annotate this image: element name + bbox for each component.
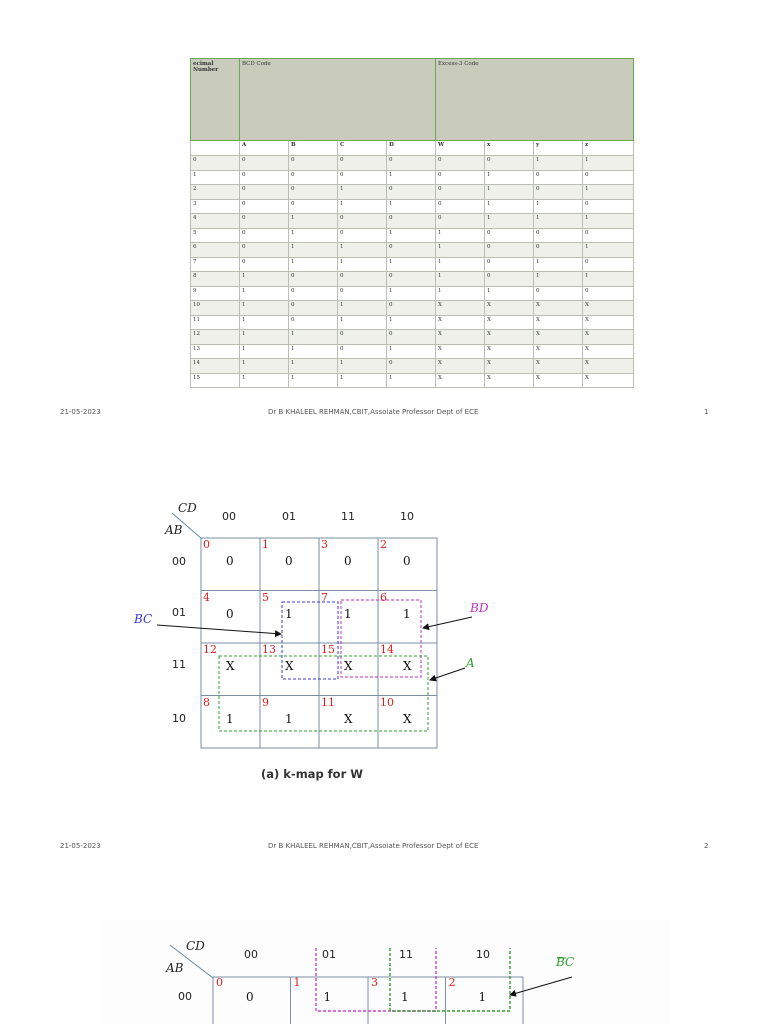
- kmap-w-row-header: 11: [172, 658, 186, 671]
- table-cell: 0: [240, 214, 289, 229]
- table-cell: 0: [436, 170, 485, 185]
- table-cell: 1: [387, 199, 436, 214]
- group-label-bc: BC: [134, 612, 153, 626]
- kmap-w-cell-number: 15: [321, 643, 335, 656]
- kmap-x-cell-number: 2: [448, 976, 456, 989]
- table-cell: X: [534, 344, 583, 359]
- row-decimal: 8: [191, 272, 240, 287]
- kmap-w-col-header: 10: [400, 510, 414, 523]
- table-cell: 1: [583, 214, 634, 229]
- table-cell: 1: [289, 214, 338, 229]
- table-cell: X: [485, 344, 534, 359]
- table-cell: 1: [338, 301, 387, 316]
- kmap-x-cell-number: 3: [371, 976, 378, 989]
- table-cell: X: [583, 301, 634, 316]
- column-header: z: [583, 141, 634, 156]
- column-header: C: [338, 141, 387, 156]
- kmap-x-row-var: AB: [166, 961, 184, 975]
- table-cell: 0: [485, 257, 534, 272]
- table-cell: 1: [289, 243, 338, 258]
- table-cell: 1: [289, 330, 338, 345]
- table-cell: 0: [534, 243, 583, 258]
- group-label-bc-bar: BC: [556, 955, 575, 969]
- kmap-w-cell-value: 1: [226, 711, 234, 726]
- table-cell: 0: [583, 228, 634, 243]
- header-decimal: ecimal Number: [191, 59, 240, 141]
- table-cell: 1: [387, 344, 436, 359]
- footer-page-number: 1: [704, 408, 709, 416]
- table-cell: 1: [240, 301, 289, 316]
- table-cell: 0: [534, 170, 583, 185]
- table-cell: 0: [338, 272, 387, 287]
- table-cell: 1: [436, 286, 485, 301]
- table-cell: 1: [240, 344, 289, 359]
- kmap-w-cell-number: 10: [380, 695, 394, 709]
- table-cell: X: [485, 373, 534, 388]
- kmap-w-cell-value: X: [344, 659, 353, 673]
- group-label-bd: BD: [470, 601, 489, 615]
- table-cell: 1: [289, 359, 338, 374]
- table-cell: X: [436, 373, 485, 388]
- table-cell: X: [534, 301, 583, 316]
- table-cell: 0: [387, 272, 436, 287]
- table-cell: X: [436, 359, 485, 374]
- kmap-x-cell-value: 1: [478, 990, 487, 1004]
- kmap-w-cell-value: 0: [403, 554, 411, 568]
- table-cell: 0: [436, 199, 485, 214]
- table-cell: 1: [436, 272, 485, 287]
- table-cell: X: [534, 373, 583, 388]
- row-decimal: 10: [191, 301, 240, 316]
- table-cell: 1: [387, 315, 436, 330]
- table-cell: 0: [436, 156, 485, 171]
- kmap-x-col-header: 10: [476, 948, 490, 961]
- table-cell: 1: [583, 156, 634, 171]
- kmap-x-grid: [213, 977, 523, 1024]
- table-cell: 1: [240, 272, 289, 287]
- kmap-w-caption: (a) k-map for W: [261, 767, 363, 781]
- kmap-x-row-header: 00: [178, 990, 192, 1003]
- kmap-w-cell-number: 7: [321, 590, 328, 604]
- row-decimal: 12: [191, 330, 240, 345]
- table-cell: X: [583, 315, 634, 330]
- row-decimal: 9: [191, 286, 240, 301]
- table-cell: X: [534, 359, 583, 374]
- kmap-w-cell-number: 3: [321, 538, 328, 551]
- table-cell: 0: [485, 156, 534, 171]
- table-cell: 0: [534, 185, 583, 200]
- kmap-w-cell-number: 14: [380, 643, 394, 656]
- table-cell: X: [534, 330, 583, 345]
- table-cell: 1: [240, 330, 289, 345]
- kmap-x-cell-value: 1: [323, 990, 332, 1004]
- table-cell: X: [485, 359, 534, 374]
- column-header: D: [387, 141, 436, 156]
- kmap-w-col-header: 01: [282, 510, 296, 523]
- table-cell: 0: [289, 199, 338, 214]
- kmap-x-col-header: 11: [399, 948, 413, 961]
- group-label-a: A: [466, 656, 475, 670]
- row-decimal: 13: [191, 344, 240, 359]
- kmap-w-cell-value: X: [344, 711, 353, 726]
- table-cell: 0: [240, 228, 289, 243]
- kmap-w-row-header: 01: [172, 606, 186, 619]
- kmap-w-cell-number: 6: [380, 590, 387, 604]
- table-cell: 1: [534, 156, 583, 171]
- kmap-w-cell-value: 0: [344, 554, 352, 568]
- table-cell: 1: [240, 373, 289, 388]
- table-cell: 1: [387, 373, 436, 388]
- column-header: W: [436, 141, 485, 156]
- table-cell: 1: [338, 257, 387, 272]
- header-excess3-code: Excess-3 Code: [436, 59, 634, 141]
- table-cell: 0: [583, 170, 634, 185]
- table-cell: 0: [240, 156, 289, 171]
- table-cell: 1: [485, 214, 534, 229]
- kmap-w-col-header: 11: [341, 510, 355, 523]
- header-bcd-code: BCD Code: [240, 59, 436, 141]
- table-cell: 1: [289, 228, 338, 243]
- table-cell: 1: [240, 286, 289, 301]
- row-decimal: 2: [191, 185, 240, 200]
- kmap-w-cell-value: 0: [226, 554, 234, 568]
- table-cell: 0: [240, 199, 289, 214]
- table-cell: 0: [240, 257, 289, 272]
- kmap-w-cell-number: 8: [203, 695, 210, 709]
- kmap-w-cell-number: 0: [203, 538, 210, 551]
- table-cell: 1: [436, 243, 485, 258]
- table-cell: 1: [534, 199, 583, 214]
- kmap-w-cell-number: 5: [262, 590, 269, 604]
- kmap-w-cell-number: 4: [203, 590, 210, 604]
- row-decimal: 14: [191, 359, 240, 374]
- table-cell: 1: [338, 185, 387, 200]
- table-cell: 1: [338, 315, 387, 330]
- table-cell: 1: [485, 199, 534, 214]
- table-cell: 0: [338, 286, 387, 301]
- table-cell: 1: [338, 243, 387, 258]
- table-cell: 0: [289, 301, 338, 316]
- table-cell: 1: [289, 257, 338, 272]
- kmap-x-graphics: [0, 900, 768, 1024]
- table-cell: 1: [338, 199, 387, 214]
- footer-date: 21-05-2023: [60, 842, 101, 850]
- table-cell: 1: [240, 315, 289, 330]
- footer-author: Dr B KHALEEL REHMAN,CBIT,Assoiate Professor Dept of ECE: [268, 408, 479, 416]
- table-cell: 1: [485, 185, 534, 200]
- table-cell: 1: [387, 228, 436, 243]
- table-cell: 0: [387, 185, 436, 200]
- table-cell: 1: [534, 257, 583, 272]
- table-cell: 0: [338, 330, 387, 345]
- kmap-w-row-var: AB: [165, 523, 183, 537]
- table-cell: 1: [534, 214, 583, 229]
- table-cell: 0: [485, 243, 534, 258]
- table-cell: 0: [338, 228, 387, 243]
- table-cell: 0: [338, 170, 387, 185]
- table-cell: 1: [387, 257, 436, 272]
- table-cell: X: [534, 315, 583, 330]
- table-cell: 0: [338, 156, 387, 171]
- kmap-w-cell-number: 12: [203, 643, 217, 656]
- kmap-w-cell-value: 0: [226, 606, 234, 621]
- table-cell: 0: [289, 185, 338, 200]
- kmap-w-cell-value: X: [403, 659, 412, 673]
- table-cell: 1: [338, 373, 387, 388]
- row-decimal: 3: [191, 199, 240, 214]
- kmap-w-cell-number: 9: [262, 695, 269, 709]
- row-decimal: 11: [191, 315, 240, 330]
- table-cell: 0: [240, 243, 289, 258]
- kmap-x-col-header: 00: [244, 948, 258, 961]
- kmap-w-row-header: 10: [172, 712, 186, 725]
- kmap-x-col-header: 01: [322, 948, 336, 961]
- table-cell: 0: [436, 185, 485, 200]
- kmap-x-cell-number: 1: [293, 976, 301, 989]
- table-cell: 1: [289, 373, 338, 388]
- kmap-w-cell-value: 1: [285, 606, 293, 621]
- table-cell: 1: [583, 272, 634, 287]
- table-cell: 0: [289, 315, 338, 330]
- row-decimal: 4: [191, 214, 240, 229]
- row-decimal: 15: [191, 373, 240, 388]
- table-cell: X: [485, 330, 534, 345]
- kmap-w-cell-number: 2: [380, 538, 387, 551]
- column-header: A: [240, 141, 289, 156]
- table-cell: 0: [289, 156, 338, 171]
- kmap-w-cell-value: X: [403, 711, 412, 726]
- arrow-bd: [423, 617, 472, 628]
- table-cell: X: [583, 330, 634, 345]
- kmap-x-cell-value: 0: [246, 990, 254, 1004]
- table-cell: X: [485, 315, 534, 330]
- table-cell: 1: [436, 228, 485, 243]
- table-cell: 0: [583, 199, 634, 214]
- table-cell: 1: [338, 359, 387, 374]
- kmap-w-cell-value: X: [226, 659, 235, 673]
- kmap-x-cell-number: 0: [216, 976, 223, 989]
- table-cell: 0: [289, 272, 338, 287]
- table-cell: 0: [583, 286, 634, 301]
- row-decimal: 1: [191, 170, 240, 185]
- table-cell: 0: [436, 214, 485, 229]
- kmap-w-col-header: 00: [222, 510, 236, 523]
- kmap-w-cell-number: 13: [262, 643, 276, 656]
- table-cell: 1: [485, 170, 534, 185]
- table-cell: X: [436, 301, 485, 316]
- row-decimal: 6: [191, 243, 240, 258]
- table-cell: 0: [240, 170, 289, 185]
- table-cell: 0: [387, 359, 436, 374]
- table-cell: 0: [485, 228, 534, 243]
- table-cell: 1: [583, 185, 634, 200]
- table-cell: 0: [289, 286, 338, 301]
- table-cell: 1: [240, 359, 289, 374]
- row-decimal: 7: [191, 257, 240, 272]
- table-cell: X: [583, 359, 634, 374]
- table-cell: 1: [583, 243, 634, 258]
- table-cell: 0: [338, 344, 387, 359]
- table-cell: 1: [387, 170, 436, 185]
- table-cell: 1: [534, 272, 583, 287]
- table-cell: 0: [387, 330, 436, 345]
- footer-page-number: 2: [704, 842, 709, 850]
- kmap-w-cell-value: 1: [285, 711, 293, 726]
- kmap-w-cell-value: 0: [285, 554, 293, 568]
- kmap-w-cell-number: 11: [321, 695, 335, 709]
- kmap-w-cell-number: 1: [262, 538, 269, 551]
- row-decimal: 0: [191, 156, 240, 171]
- kmap-w-cell-value: X: [285, 659, 294, 673]
- table-cell: X: [583, 373, 634, 388]
- table-cell: 0: [387, 301, 436, 316]
- kmap-w-cell-value: 1: [403, 606, 411, 621]
- kmap-w-col-var: CD: [178, 501, 197, 515]
- table-cell: X: [436, 330, 485, 345]
- table-cell: X: [436, 315, 485, 330]
- table-cell: 0: [240, 185, 289, 200]
- footer-date: 21-05-2023: [60, 408, 101, 416]
- table-cell: 0: [387, 156, 436, 171]
- table-cell: 1: [289, 344, 338, 359]
- column-header: B: [289, 141, 338, 156]
- kmap-w-grid: [201, 538, 437, 748]
- table-cell: X: [436, 344, 485, 359]
- table-cell: X: [485, 301, 534, 316]
- arrow-bc-bar: [510, 977, 572, 995]
- table-cell: X: [583, 344, 634, 359]
- table-cell: 0: [289, 170, 338, 185]
- table-cell: 0: [387, 243, 436, 258]
- table-cell: 1: [387, 286, 436, 301]
- column-header: x: [485, 141, 534, 156]
- table-cell: 0: [534, 286, 583, 301]
- kmap-w-cell-value: 1: [344, 606, 352, 621]
- kmap-x-cell-value: 1: [401, 990, 409, 1004]
- arrow-a: [430, 668, 465, 680]
- footer-author: Dr B KHALEEL REHMAN,CBIT,Assoiate Professor Dept of ECE: [268, 842, 479, 850]
- row-decimal: 5: [191, 228, 240, 243]
- table-cell: 0: [338, 214, 387, 229]
- column-header: y: [534, 141, 583, 156]
- arrow-bc: [157, 625, 281, 634]
- table-cell: 1: [436, 257, 485, 272]
- group-a-rect: [219, 656, 428, 731]
- kmap-w-row-header: 00: [172, 555, 186, 568]
- table-cell: 0: [387, 214, 436, 229]
- table-cell: 0: [534, 228, 583, 243]
- table-cell: 0: [485, 272, 534, 287]
- table-cell: 1: [485, 286, 534, 301]
- kmap-x-col-var: CD: [186, 939, 205, 953]
- table-cell: 0: [583, 257, 634, 272]
